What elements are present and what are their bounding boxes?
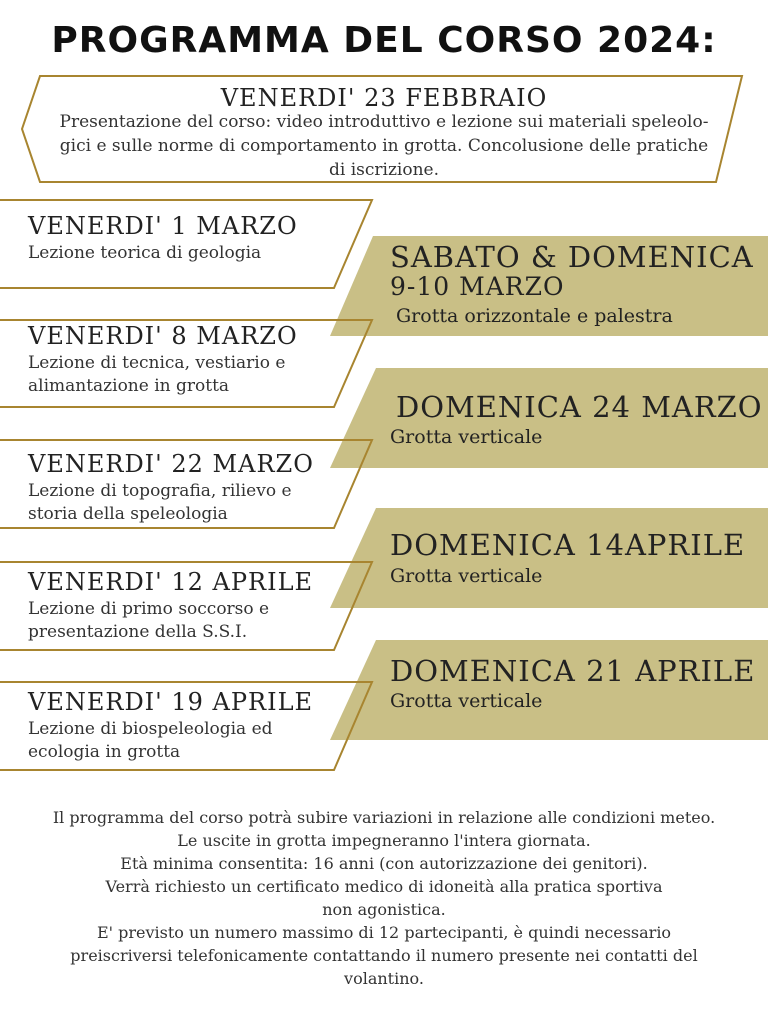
outing-heading: SABATO & DOMENICA — [390, 240, 754, 274]
session-line: Lezione di tecnica, vestiario e — [28, 353, 286, 373]
outing-heading: DOMENICA 24 MARZO — [396, 390, 763, 424]
session-description — [28, 598, 269, 644]
outing-heading: DOMENICA 14APRILE — [390, 528, 746, 562]
session-heading: VENERDI' 8 MARZO — [28, 322, 298, 350]
session-line: alimantazione in grotta — [28, 376, 230, 396]
intro-line: gici e sulle norme di comportamento in grotta. Concolusione delle pratiche — [59, 136, 709, 156]
footer-line: non agonistica. — [322, 900, 446, 919]
footer-line: Età minima consentita: 16 anni (con autorizzazione dei genitori). — [120, 854, 648, 873]
session-line: ecologia in grotta — [28, 742, 181, 762]
intro-heading: VENERDI' 23 FEBBRAIO — [220, 84, 548, 112]
footer-notes — [20, 806, 748, 990]
session-line: Lezione di biospeleologia ed — [28, 719, 273, 739]
outing-description: Grotta verticale — [390, 426, 543, 448]
session-description — [28, 352, 285, 398]
session-heading: VENERDI' 22 MARZO — [28, 450, 314, 478]
session-description — [28, 480, 292, 526]
session-line: storia della speleologia — [28, 504, 228, 524]
session-heading: VENERDI' 19 APRILE — [28, 688, 314, 716]
outing-description: Grotta orizzontale e palestra — [396, 305, 673, 327]
page-title: PROGRAMMA DEL CORSO 2024: — [51, 20, 717, 61]
intro-description — [40, 110, 728, 182]
footer-line: E' previsto un numero massimo di 12 partecipanti, è quindi necessario — [96, 923, 672, 942]
footer-line: Verrà richiesto un certificato medico di idoneità alla pratica sportiva — [105, 877, 663, 896]
footer-line: Le uscite in grotta impegneranno l'intera giornata. — [177, 831, 591, 850]
intro-line: di iscrizione. — [328, 160, 439, 180]
footer-line: preiscriversi telefonicamente contattando il numero presente nei contatti del — [70, 946, 698, 965]
session-heading: VENERDI' 1 MARZO — [28, 212, 298, 240]
outing-description: Grotta verticale — [390, 565, 543, 587]
outing-subheading: 9-10 MARZO — [390, 272, 565, 301]
footer-line: Il programma del corso potrà subire variazioni in relazione alle condizioni meteo. — [52, 808, 716, 827]
session-heading: VENERDI' 12 APRILE — [28, 568, 314, 596]
session-line: presentazione della S.S.I. — [28, 622, 248, 642]
footer-line: volantino. — [344, 969, 424, 988]
session-line: Lezione di topografia, rilievo e — [28, 481, 292, 501]
session-line: Lezione di primo soccorso e — [28, 599, 270, 619]
outing-heading: DOMENICA 21 APRILE — [390, 654, 756, 688]
session-line: Lezione teorica di geologia — [28, 243, 262, 263]
session-description — [28, 718, 273, 764]
session-description — [28, 242, 261, 265]
outing-description: Grotta verticale — [390, 690, 543, 712]
intro-line: Presentazione del corso: video introduttivo e lezione sui materiali speleolo- — [59, 112, 709, 132]
